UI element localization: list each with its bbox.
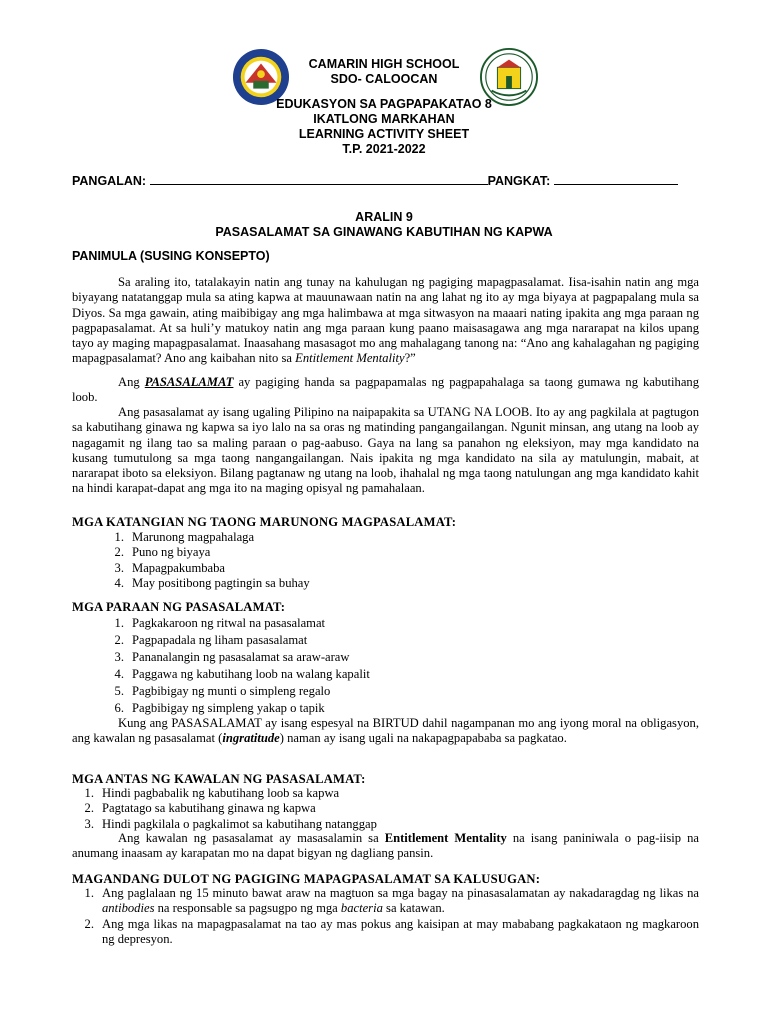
quarter-label: IKATLONG MARKAHAN xyxy=(313,112,455,126)
ways-heading: MGA PARAAN NG PASASALAMAT: xyxy=(72,600,286,614)
ingratitude-term: ingratitude xyxy=(222,731,280,746)
list-item: 1. Marunong magpahalaga xyxy=(114,530,255,544)
bacteria-term: bacteria xyxy=(340,901,383,916)
list-item: 2. Pagpapadala ng liham pasasalamat xyxy=(114,633,308,647)
intro-paragraph xyxy=(72,275,699,367)
list-item: 1. Pagkakaroon ng ritwal na pasasalamat xyxy=(114,616,326,630)
health-list xyxy=(72,886,699,947)
list-item: 2. Pagtatago sa kabutihang ginawa ng kapwa xyxy=(84,801,316,816)
list-item: 1. Hindi pagbabalik ng kabutihang loob sa kapwa xyxy=(84,786,340,800)
lesson-number: ARALIN 9 xyxy=(355,210,413,224)
ways-list xyxy=(102,615,699,717)
definition-paragraph xyxy=(72,375,699,406)
section-blank[interactable] xyxy=(554,172,678,185)
section-label: PANGKAT: xyxy=(487,174,551,188)
entitlement-text-end: na isang paniniwala o pag-iisip na anumang inaasam ay karapatan mo na dapat bigyan ng dagliang pansin. xyxy=(72,831,700,861)
ingratitude-text-end: ) naman ay isang ugali na nakapagpapababa sa pagkatao. xyxy=(279,731,567,746)
list-item: 3. Pananalangin ng pasasalamat sa araw-araw xyxy=(114,650,350,664)
intro-text-end: ?” xyxy=(404,351,416,366)
health-heading: MAGANDANG DULOT NG PAGIGING MAPAGPASALAMAT SA KALUSUGAN: xyxy=(72,872,541,886)
levels-list xyxy=(72,786,699,832)
list-item: 3. Hindi pagkilala o pagkalimot sa kabutihang natanggap xyxy=(84,816,377,831)
entitlement-bold-term: Entitlement Mentality xyxy=(384,831,507,845)
entitlement-text: Ang kawalan ng pasasalamat ay masasalamin sa xyxy=(118,831,385,845)
list-item: 5. Pagbibigay ng munti o simpleng regalo xyxy=(114,684,331,698)
traits-heading: MGA KATANGIAN NG TAONG MARUNONG MAGPASALAMAT: xyxy=(72,515,457,529)
definition-lead: Ang xyxy=(118,375,145,389)
list-item: 2. Puno ng biyaya xyxy=(114,545,211,560)
entitlement-term: Entitlement Mentality xyxy=(295,351,405,366)
lesson-title: PASASALAMAT SA GINAWANG KABUTIHAN NG KAPWA xyxy=(215,225,553,239)
definition-text: ay pagiging handa sa pagpapamalas ng pagpapahalaga sa taong gumawa ng kabutihang loob. xyxy=(72,375,699,405)
ingratitude-text: Kung ang PASASALAMAT ay isang espesyal na BIRTUD dahil nagampanan mo ang iyong moral na obligasyon, ang kawalan ng pasasalamat ( xyxy=(72,716,699,746)
school-year: T.P. 2021-2022 xyxy=(342,142,426,156)
division-name: SDO- CALOOCAN xyxy=(330,72,438,86)
list-item: 3. Mapagpakumbaba xyxy=(114,560,226,575)
student-info-row xyxy=(72,172,698,189)
utang-na-loob-paragraph xyxy=(72,405,699,497)
list-item: 1. Ang paglalaan ng 15 minuto bawat araw na magtuon sa mga bagay na pinasasalamatan ay nakadaragdag ng likas na antibodies na responsable sa pagsugpo ng mga bacteria sa katawan. xyxy=(84,886,699,916)
list-item: 6. Pagbibigay ng simpleng yakap o tapik xyxy=(114,701,325,715)
list-item: 4. May positibong pagtingin sa buhay xyxy=(114,575,310,590)
utang-na-loob-text: Ang pasasalamat ay isang ugaling Pilipino na naipapakita sa UTANG NA LOOB. Ito ay ang pagkilala at pagtugon sa kabutihang ginawa ng kapwa sa iyo lalo na sa oras ng matinding pangangailangan. Ngunit minsan, ang utang na loob ay nagagamit ng ilang tao sa maling paraan o pag-aabuso. Gaya na lang sa panahon ng eleksiyon, may mga kandidato na kusang tumutulong sa mga taong nangangailangan. Nais ipakita ng mga kandidato na sila ay matulungin, mabait, at nararapat iboto sa eleksiyon. Bilang pagtanaw ng utang na loob, ihahalal ng mga taong natulungan ang mga kandidato kahit na hindi karapat-dapat ang mga ito na maging opisyal ng pamahalaan. xyxy=(72,405,699,496)
list-item: 4. Paggawa ng kabutihang loob na walang kapalit xyxy=(114,667,370,681)
list-item: 2. Ang mga likas na mapagpasalamat na tao ay mas pokus ang kaisipan at may mababang pagkakataon ng magkaroon ng depresyon. xyxy=(84,916,699,946)
subject-title: EDUKASYON SA PAGPAPAKATAO 8 xyxy=(276,97,492,111)
ingratitude-paragraph xyxy=(72,716,699,747)
intro-heading: PANIMULA (SUSING KONSEPTO) xyxy=(72,249,270,263)
pasasalamat-term: PASASALAMAT xyxy=(144,375,234,389)
antibodies-term: antibodies xyxy=(102,901,155,916)
levels-heading: MGA ANTAS NG KAWALAN NG PASASALAMAT: xyxy=(72,772,366,786)
name-label: PANGALAN: xyxy=(72,174,147,188)
sheet-type: LEARNING ACTIVITY SHEET xyxy=(298,127,470,141)
entitlement-paragraph xyxy=(72,831,699,862)
traits-list xyxy=(102,530,699,591)
intro-text: Sa araling ito, tatalakayin natin ang tunay na kahulugan ng pagiging mapagpasalamat. Iisa-isahin natin ang mga biyayang natatanggap mula sa ating kapwa at mauunawaan natin na ang lahat ng ito ay mga biyaya at pagpapalang mula sa Diyos. Sa mga gawain, ating maibibigay ang mga halimbawa at mga sitwasyon na maaari nating ipakita ang mga paraan ng pagpapasalamat. At sa huli’y matukoy natin ang mga paraan kung paano maisasagawa ang mga nararapat na kilos upang tayo ay maging mapagpasalamat. Inaasahang masasagot mo ang mahalagang tanong na: “Ano ang kahalagahan ng pagiging mapagpasalamat? Ano ang kaibahan nito sa xyxy=(72,275,699,366)
school-name: CAMARIN HIGH SCHOOL xyxy=(308,57,460,71)
name-blank[interactable] xyxy=(150,172,488,185)
